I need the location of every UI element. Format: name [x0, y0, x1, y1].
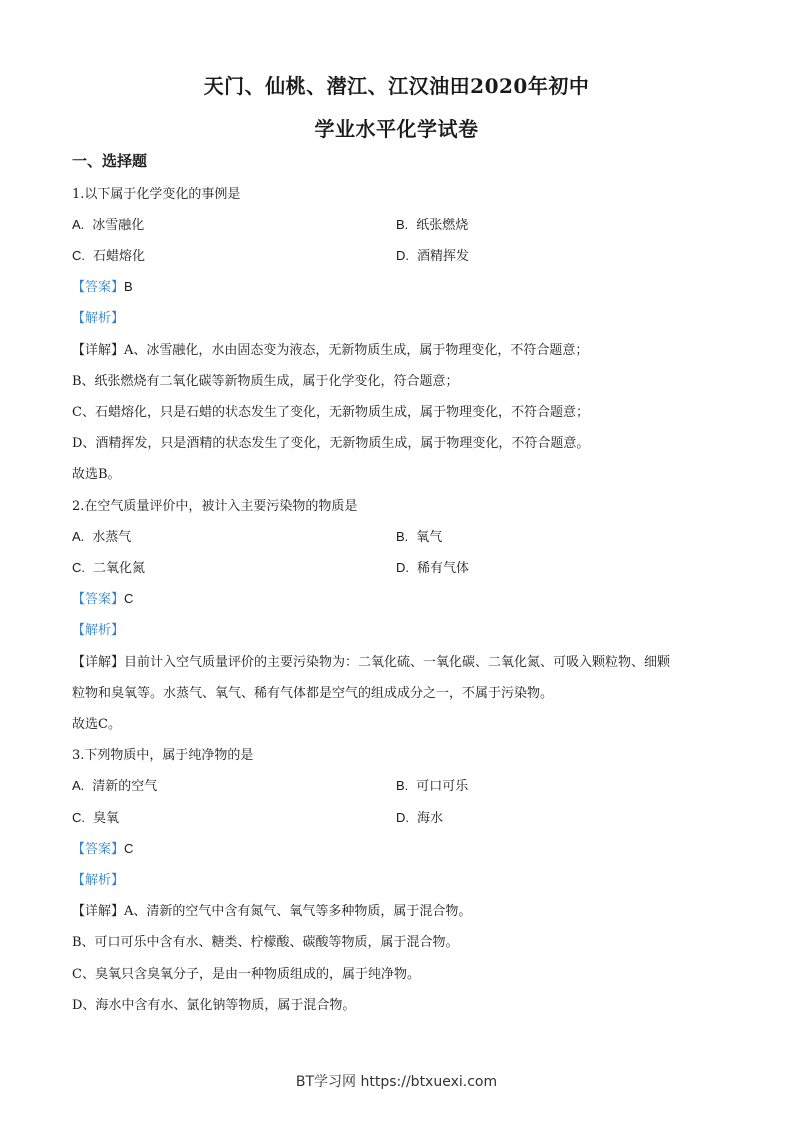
q3-detail-line: C、臭氧只含臭氧分子，是由一种物质组成的，属于纯净物。 [72, 967, 420, 982]
q1-detail-line: D、酒精挥发，只是酒精的状态发生了变化，无新物质生成，属于物理变化，不符合题意。 [72, 436, 590, 451]
section-heading: 一、选择题 [72, 152, 148, 170]
q3-stem: 3.下列物质中，属于纯净物的是 [72, 748, 254, 763]
option-text: 纸张燃烧 [416, 218, 469, 233]
q2-stem: 2.在空气质量评价中，被计入主要污染物的物质是 [72, 499, 358, 514]
q1-option-a [72, 214, 144, 233]
q2-option-b [396, 526, 442, 545]
site-footer: BT学习网 https://btxuexi.com [295, 1074, 498, 1090]
option-letter: B. [396, 778, 409, 793]
q2-analysis-tag: 【解析】 [72, 623, 125, 638]
q3-option-c [72, 807, 119, 826]
answer-value: C [124, 591, 134, 606]
option-text: 清新的空气 [92, 779, 158, 794]
option-letter: D. [396, 248, 409, 263]
q3-detail-line: D、海水中含有水、氯化钠等物质，属于混合物。 [72, 998, 356, 1013]
option-letter: B. [396, 529, 409, 544]
option-letter: A. [72, 778, 85, 793]
option-letter: A. [72, 217, 85, 232]
option-text: 臭氧 [93, 811, 120, 826]
option-letter: A. [72, 529, 85, 544]
q1-answer [72, 276, 133, 295]
option-letter: C. [72, 248, 85, 263]
option-text: 冰雪融化 [92, 218, 145, 233]
detail-tag: 【详解】 [72, 655, 125, 670]
q1-option-c [72, 245, 145, 264]
q2-option-c [72, 557, 145, 576]
option-letter: C. [72, 560, 85, 575]
exam-title-line2: 学业水平化学试卷 [314, 117, 479, 141]
option-text: 二氧化氮 [93, 561, 146, 576]
q3-analysis-tag: 【解析】 [72, 873, 125, 888]
detail-text: 目前计入空气质量评价的主要污染物为：二氧化硫、一氧化碳、二氧化氮、可吸入颗粒物、细颗 [124, 655, 671, 670]
option-text: 水蒸气 [92, 530, 132, 545]
option-text: 稀有气体 [417, 561, 470, 576]
option-letter: B. [396, 217, 409, 232]
q2-detail-line [72, 651, 670, 670]
q2-answer [72, 588, 133, 607]
option-text: 石蜡熔化 [93, 249, 146, 264]
q1-option-b [396, 214, 468, 233]
q3-option-a [72, 775, 157, 794]
q1-stem: 1.以下属于化学变化的事例是 [72, 187, 241, 202]
q1-detail-line: C、石蜡熔化，只是石蜡的状态发生了变化，无新物质生成，属于物理变化，不符合题意； [72, 405, 589, 420]
answer-tag: 【答案】 [72, 280, 125, 295]
exam-title-line1: 天门、仙桃、潜江、江汉油田2020年初中 [203, 74, 590, 98]
q2-option-a [72, 526, 131, 545]
answer-tag: 【答案】 [72, 842, 125, 857]
q3-detail-line: B、可口可乐中含有水、糖类、柠檬酸、碳酸等物质，属于混合物。 [72, 935, 459, 950]
detail-text: A、清新的空气中含有氮气、氧气等多种物质，属于混合物。 [124, 904, 472, 919]
answer-tag: 【答案】 [72, 592, 125, 607]
answer-value: B [124, 279, 133, 294]
q2-detail-line: 粒物和臭氧等。水蒸气、氧气、稀有气体都是空气的组成成分之一，不属于污染物。 [72, 686, 554, 701]
option-letter: D. [396, 560, 409, 575]
option-text: 海水 [417, 811, 444, 826]
q3-option-d [396, 807, 443, 826]
q1-option-d [396, 245, 469, 264]
q1-analysis-tag: 【解析】 [72, 311, 125, 326]
q2-option-d [396, 557, 469, 576]
option-text: 酒精挥发 [417, 249, 470, 264]
detail-tag: 【详解】 [72, 904, 125, 919]
option-text: 可口可乐 [416, 779, 469, 794]
q1-detail-line: B、纸张燃烧有二氧化碳等新物质生成，属于化学变化，符合题意； [72, 374, 459, 389]
answer-value: C [124, 841, 134, 856]
q1-conclusion: 故选B。 [72, 467, 121, 482]
option-letter: C. [72, 810, 85, 825]
q1-detail-line [72, 339, 588, 358]
q3-answer [72, 838, 133, 857]
detail-tag: 【详解】 [72, 343, 125, 358]
q2-conclusion: 故选C。 [72, 717, 121, 732]
option-letter: D. [396, 810, 409, 825]
q3-detail-line [72, 900, 471, 919]
q3-option-b [396, 775, 468, 794]
detail-text: A、冰雪融化，水由固态变为液态，无新物质生成，属于物理变化，不符合题意； [124, 343, 589, 358]
option-text: 氧气 [416, 530, 443, 545]
